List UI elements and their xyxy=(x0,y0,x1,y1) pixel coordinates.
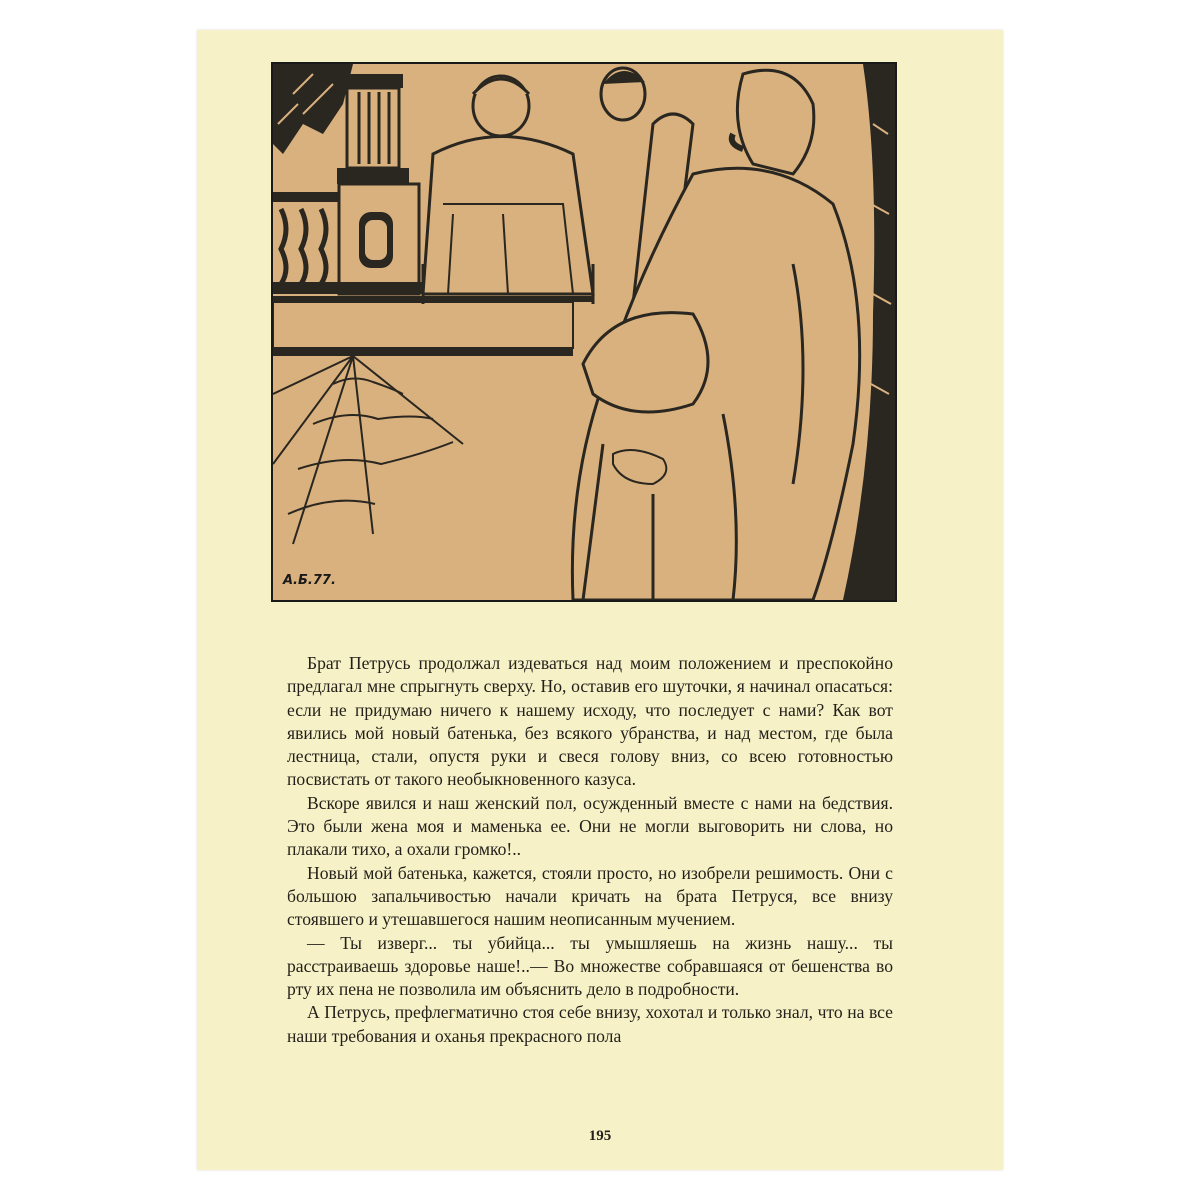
book-page xyxy=(197,30,1003,1170)
illustration-drawing xyxy=(273,64,895,600)
paragraph: — Ты изверг... ты убийца... ты умышляешь на жизнь нашу... ты расстраиваешь здоровье наше!..— Во множестве собравшаяся от бешенства во рту их пена не позволила им объяснить дело в подробности. xyxy=(287,932,893,1000)
artist-signature: А.Б.77. xyxy=(283,573,336,588)
paragraph: Новый мой батенька, кажется, стояли просто, но изобрели решимость. Они с большою запальчивостью начали кричать на брата Петруся, все внизу стоявшего и утешавшегося нашим неописанным мучением. xyxy=(287,862,893,930)
paragraph: Вскоре явился и наш женский пол, осужденный вместе с нами на бедствия. Это были жена моя и маменька ее. Они не могли выговорить ни слова, но плакали тихо, а охали громко!.. xyxy=(287,792,893,860)
illustration xyxy=(271,62,897,602)
page-number: 195 xyxy=(588,1128,612,1144)
paragraph: Брат Петрусь продолжал издеваться над моим положением и преспокойно предлагал мне спрыгнуть сверху. Но, оставив его шуточки, я начинал опасаться: если не придумаю ничего к нашему исходу, что последует с нами? Как вот явились мой новый батенька, без всякого убранства, и над местом, где была лестница, стали, опустя руки и свеся голову вниз, со всею готовностью посвистать от такого необыкновенного казуса. xyxy=(287,653,893,790)
body-text xyxy=(287,652,893,1048)
paragraph: А Петрусь, префлегматично стоя себе внизу, хохотал и только знал, что на все наши требования и оханья прекрасного пола xyxy=(287,1002,893,1046)
